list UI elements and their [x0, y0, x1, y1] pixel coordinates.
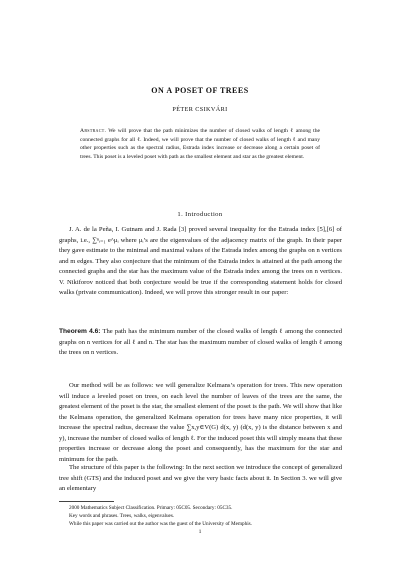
theorem	[59, 327, 342, 359]
theorem-text: The path has the minimum number of the closed walks of length ℓ among the connected graphs on n vertices for all ℓ and n. The star has the maximum number of closed walks of length ℓ among the trees on n vertices.	[59, 328, 342, 356]
section-title: 1. Introduction	[177, 211, 223, 218]
footnote-note: While this paper was carried out the author was the guest of the University of Memphis.	[69, 521, 252, 527]
intro-paragraph-2: Our method will be as follows: we will generalize Kelmans’s operation for trees. This new operation will induce a leveled poset on trees, on each level the number of leaves of the trees are the same, the greatest element of the poset is the star, the smallest element of the poset is the path. We will show that like the Kelmans operation, the generalized Kelmans operation for trees have many nice properties, it will increase the spectral radius, decrease the value ∑x,y∈V(G) d(x, y) (d(x, y) is the distance between x and y), increase the number of closed walks of length ℓ. For the induced poset this will simply means that these properties increase or decrease along the poset and consequently, has the maximum for the star and minimum for the path.	[59, 382, 342, 463]
abstract-label: Abstract.	[80, 128, 107, 134]
footnote-msc: 2000 Mathematics Subject Classification. Primary: 05C05. Secondary: 05C35.	[69, 505, 233, 511]
footnote-rule	[59, 501, 114, 502]
intro-paragraph-1: J. A. de la Peña, I. Gutnam and J. Rada [3] proved several inequality for the Estrada index [5],[6] of graphs, i.e., ∑ⁿᵢ₌₁ e^μᵢ where μᵢ’s are the eigenvalues of the adjacency matrix of the graph. In their paper they gave estimate to the minimal and maximal values of the Estrada index among the graphs on n vertices and m edges. They also conjecture that the minimum of the Estrada index is attained at the path among the connected graphs and the star has the maximum value of the Estrada index among the trees on n vertices. V. Nikiforov noticed that both conjecture would be true if the corresponding statement holds for closed walks (private communication). Indeed, we will prove this stronger result in our paper:	[59, 226, 342, 296]
theorem-label: Theorem 4.6:	[59, 328, 101, 335]
paper-title: ON A POSET OF TREES	[151, 86, 249, 95]
paper-author: PÉTER CSIKVÁRI	[172, 106, 228, 113]
page-number: 1	[198, 529, 202, 535]
abstract	[80, 127, 320, 161]
intro-paragraph-3: The structure of this paper is the following: In the next section we introduce the concept of generalized tree shift (GTS) and the induced poset and we give the very basic facts about it. In Section 3. we will give an elementary	[59, 464, 342, 492]
footnote-keywords: Key words and phrases. Trees, walks, eigenvalues.	[69, 513, 175, 519]
abstract-text: We will prove that the path minimizes the number of closed walks of length ℓ among the connected graphs for all ℓ. Indeed, we will prove that the number of closed walks of length ℓ and many other properties such as the spectral radius, Estrada index increase or decrease along a certain poset of trees. This poset is a leveled poset with path as the smallest element and star as the greatest element.	[80, 128, 320, 160]
